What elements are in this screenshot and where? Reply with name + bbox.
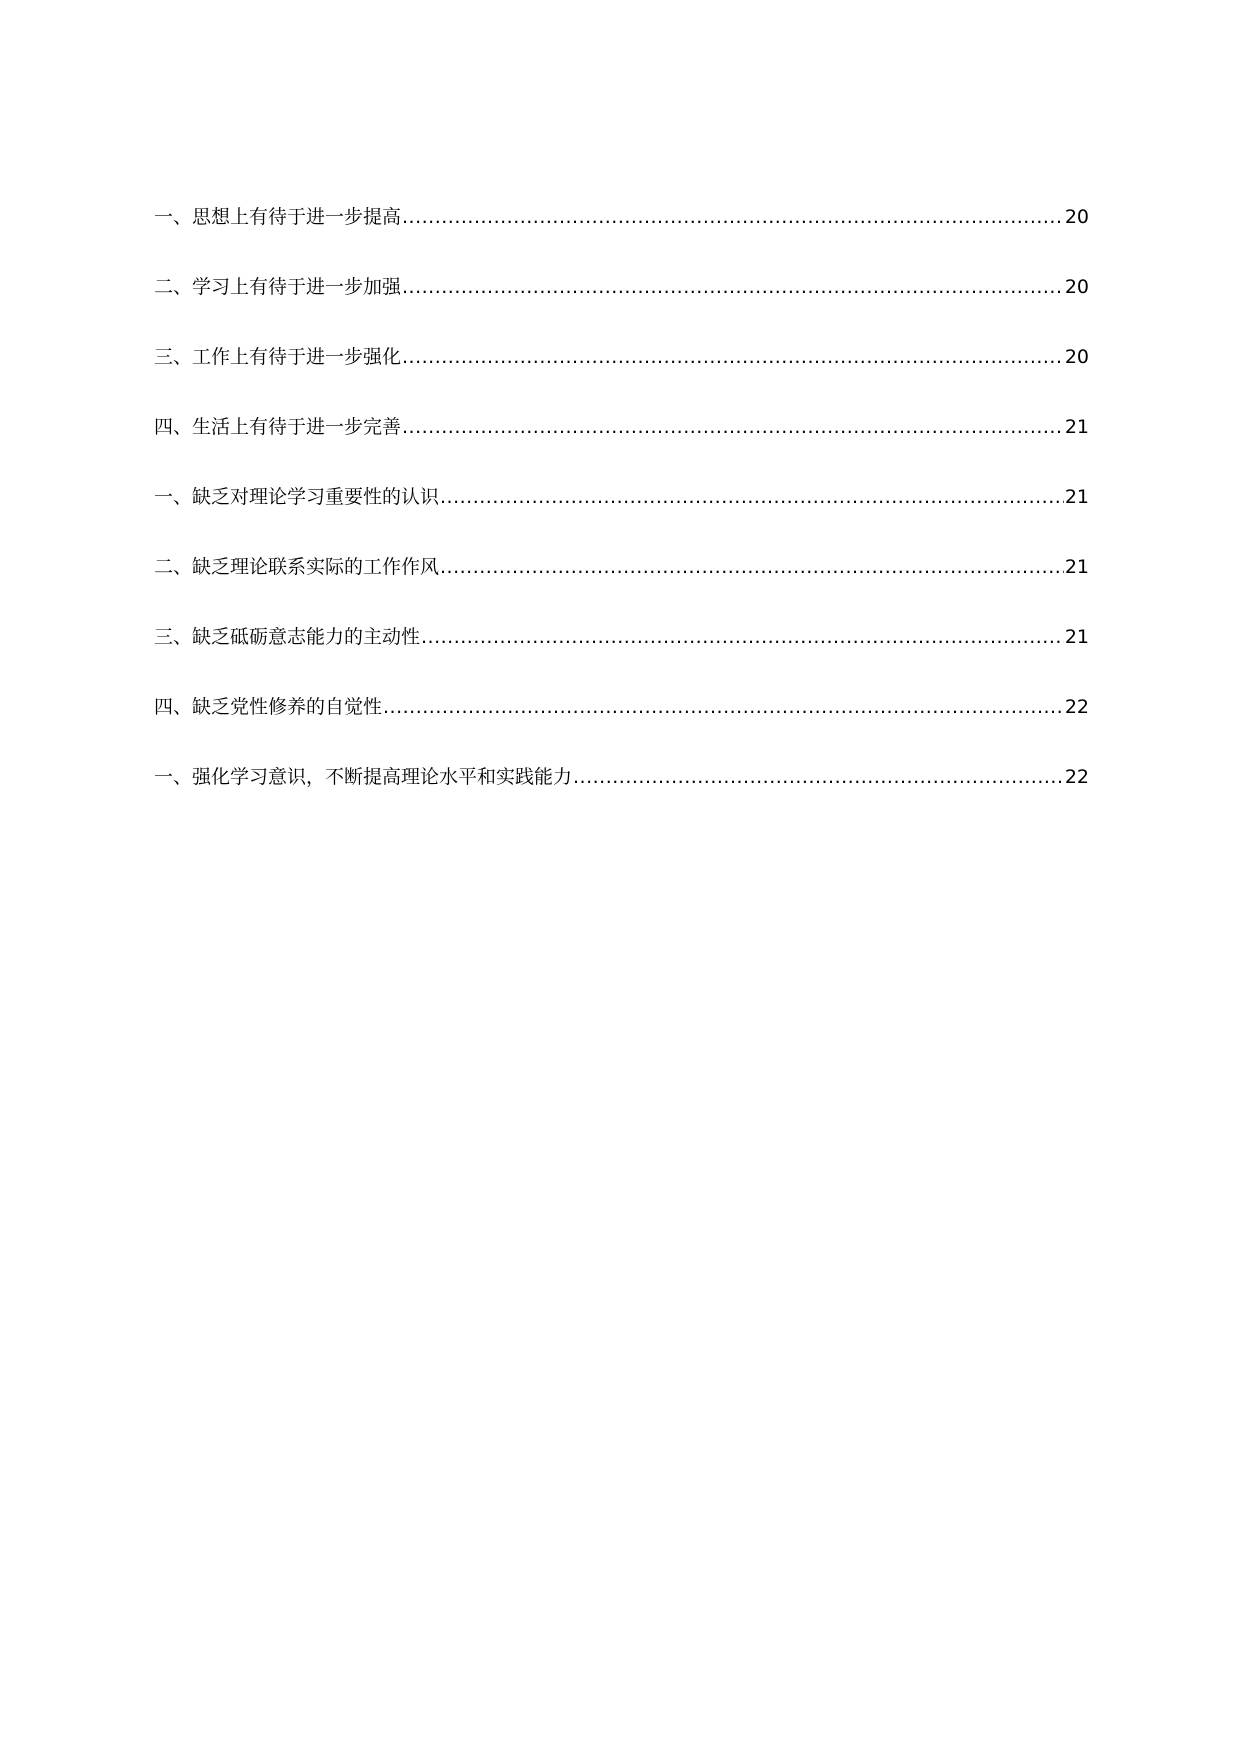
toc-page-number: 20 <box>1064 346 1089 368</box>
toc-entry-title: 一、强化学习意识，不断提高理论水平和实践能力 <box>154 766 573 788</box>
toc-dot-leader <box>402 202 1064 232</box>
toc-entry-title: 三、缺乏砥砺意志能力的主动性 <box>154 626 421 648</box>
toc-dot-leader <box>440 482 1064 512</box>
toc-entry[interactable] <box>154 622 1089 692</box>
toc-entry-title: 二、缺乏理论联系实际的工作作风 <box>154 556 440 578</box>
toc-dot-leader <box>402 412 1064 442</box>
table-of-contents <box>154 202 1089 832</box>
toc-page-number: 22 <box>1064 766 1089 788</box>
toc-entry-title: 三、工作上有待于进一步强化 <box>154 346 402 368</box>
toc-entry-title: 一、缺乏对理论学习重要性的认识 <box>154 486 440 508</box>
toc-entry[interactable] <box>154 692 1089 762</box>
toc-entry[interactable] <box>154 272 1089 342</box>
toc-entry-title: 四、生活上有待于进一步完善 <box>154 416 402 438</box>
toc-entry-title: 二、学习上有待于进一步加强 <box>154 276 402 298</box>
toc-page-number: 21 <box>1064 556 1089 578</box>
toc-entry[interactable] <box>154 412 1089 482</box>
toc-entry[interactable] <box>154 552 1089 622</box>
toc-page-number: 22 <box>1064 696 1089 718</box>
toc-dot-leader <box>402 272 1064 302</box>
toc-page-number: 20 <box>1064 276 1089 298</box>
toc-dot-leader <box>383 692 1064 722</box>
toc-entry-title: 一、思想上有待于进一步提高 <box>154 206 402 228</box>
toc-entry[interactable] <box>154 202 1089 272</box>
toc-page-number: 21 <box>1064 626 1089 648</box>
toc-page-number: 21 <box>1064 486 1089 508</box>
toc-entry-title: 四、缺乏党性修养的自觉性 <box>154 696 383 718</box>
toc-entry[interactable] <box>154 762 1089 832</box>
toc-dot-leader <box>402 342 1064 372</box>
toc-page-number: 20 <box>1064 206 1089 228</box>
toc-dot-leader <box>573 762 1064 792</box>
toc-entry[interactable] <box>154 482 1089 552</box>
toc-entry[interactable] <box>154 342 1089 412</box>
toc-dot-leader <box>421 622 1064 652</box>
toc-dot-leader <box>440 552 1064 582</box>
toc-page-number: 21 <box>1064 416 1089 438</box>
